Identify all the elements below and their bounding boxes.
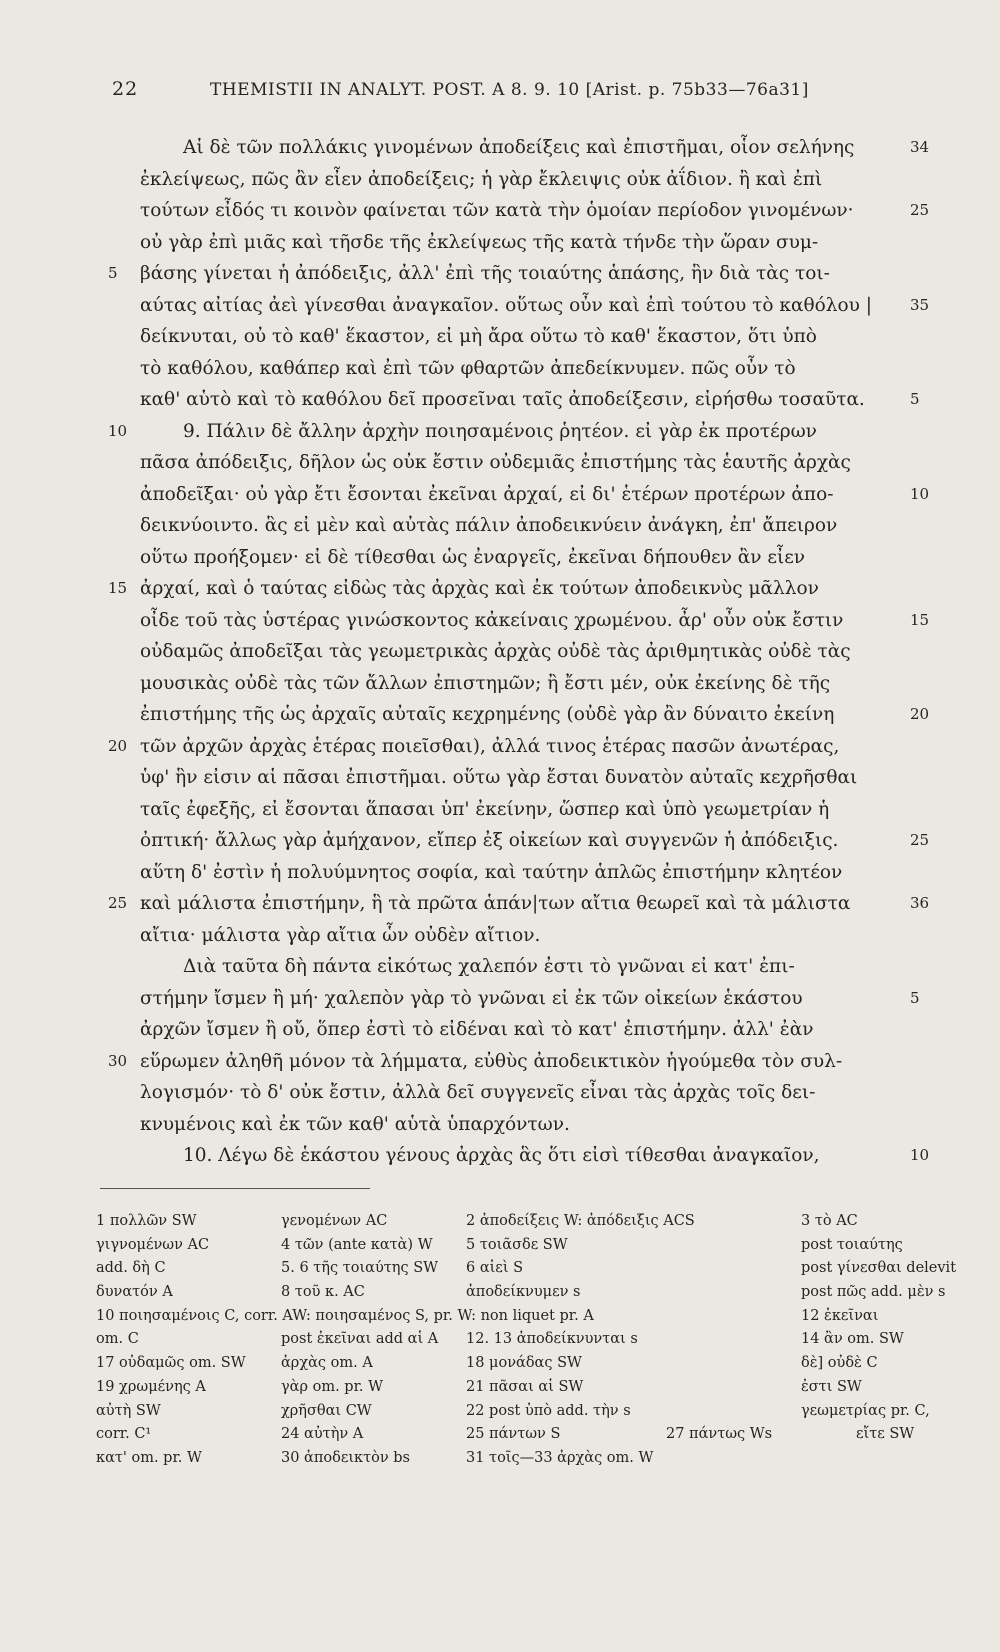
- apparatus-entry: 19 χρωμένης A: [96, 1378, 206, 1395]
- apparatus-entry: 5 τοιᾶσδε SW: [466, 1236, 568, 1253]
- running-header: [0, 78, 1000, 108]
- apparatus-line: [96, 1257, 957, 1281]
- main-text: [108, 132, 930, 1172]
- text-line: [140, 825, 930, 857]
- text-line: [140, 227, 885, 259]
- line-text: κνυμένοις καὶ ἐκ τῶν καθ' αὑτὰ ὑπαρχόντων.: [140, 1113, 570, 1135]
- apparatus-entry: δυνατόν A: [96, 1284, 173, 1301]
- margin-reference: 5: [910, 390, 920, 408]
- apparatus-line: [96, 1352, 936, 1376]
- line-text: αἴτια· μάλιστα γὰρ αἴτια ὧν οὐδὲν αἴτιον.: [140, 924, 541, 946]
- apparatus-entry: ἐστι SW: [801, 1378, 862, 1395]
- line-text: πᾶσα ἀπόδειξις, δῆλον ὡς οὐκ ἔστιν οὐδεμιᾶς ἐπιστήμης τὰς ἑαυτῆς ἀρχὰς: [140, 452, 851, 473]
- text-line: [140, 983, 920, 1015]
- apparatus-entry: γεωμετρίας pr. C,: [801, 1402, 930, 1419]
- page-number: 22: [112, 78, 139, 100]
- text-line: [140, 1014, 885, 1046]
- text-line: [140, 164, 885, 196]
- line-text: ἀποδεῖξαι· οὐ γὰρ ἔτι ἔσονται ἐκεῖναι ἀρχαί, εἰ δι' ἑτέρων προτέρων ἀπο-: [140, 483, 834, 505]
- line-text: ὑφ' ἣν εἰσιν αἱ πᾶσαι ἐπιστῆμαι. οὕτω γὰρ ἔσται δυνατὸν αὐταῖς κεχρῆσθαι: [140, 767, 858, 788]
- apparatus-entry: γιγνομένων AC: [96, 1236, 210, 1253]
- apparatus-entry: 1 πολλῶν SW: [96, 1213, 197, 1229]
- text-line: [140, 542, 885, 574]
- text-line: [140, 794, 885, 826]
- text-line: [108, 888, 930, 920]
- line-text: δεικνύοιντο. ἃς εἰ μὲν καὶ αὐτὰς πάλιν ἀποδεικνύειν ἀνάγκη, ἐπ' ἄπειρον: [140, 515, 838, 536]
- apparatus-entry: post πῶς add. μὲν s: [801, 1284, 946, 1301]
- text-line: [140, 290, 930, 322]
- text-line: [140, 195, 930, 227]
- margin-reference: 20: [910, 705, 930, 723]
- line-text: οἶδε τοῦ τὰς ὑστέρας γινώσκοντος κἀκείναις χρωμένου. ἆρ' οὖν οὐκ ἔστιν: [140, 609, 844, 631]
- margin-reference: 36: [910, 894, 930, 912]
- text-line: [140, 479, 930, 511]
- text-line: [140, 762, 885, 794]
- apparatus-line: [96, 1328, 936, 1352]
- line-text: ἀρχαί, καὶ ὁ ταύτας εἰδὼς τὰς ἀρχὰς καὶ ἐκ τούτων ἀποδεικνὺς μᾶλλον: [140, 578, 819, 599]
- line-number: 20: [108, 736, 128, 755]
- text-line: [108, 416, 885, 448]
- apparatus-entry: 22 post ὑπὸ add. τὴν s: [466, 1402, 631, 1419]
- apparatus-entry: 6 αἰεὶ S: [466, 1260, 524, 1277]
- text-line: [140, 857, 885, 889]
- line-number: 10: [108, 421, 128, 440]
- line-text: καὶ μάλιστα ἐπιστήμην, ἣ τὰ πρῶτα ἁπάν|των αἴτια θεωρεῖ καὶ τὰ μάλιστα: [140, 893, 851, 914]
- apparatus-line: [96, 1234, 936, 1258]
- line-text: καθ' αὑτὸ καὶ τὸ καθόλου δεῖ προσεῖναι ταῖς ἀποδείξεσιν, εἰρήσθω τοσαῦτα.: [140, 389, 865, 410]
- text-line: [108, 1046, 885, 1078]
- apparatus-entry: κατ' om. pr. W: [96, 1449, 202, 1466]
- line-text: αύτας αἰτίας ἀεὶ γίνεσθαι ἀναγκαῖον. οὕτως οὖν καὶ ἐπὶ τούτου τὸ καθόλου |: [140, 294, 872, 316]
- line-number: 30: [108, 1051, 128, 1070]
- line-text: Διὰ ταῦτα δὴ πάντα εἰκότως χαλεπόν ἐστι τὸ γνῶναι εἰ κατ' ἐπι-: [183, 956, 795, 977]
- line-text: αὕτη δ' ἐστὶν ἡ πολυύμνητος σοφία, καὶ ταύτην ἁπλῶς ἐπιστήμην κλητέον: [140, 861, 843, 883]
- text-line: [140, 668, 885, 700]
- line-text: ἐκλείψεως, πῶς ἂν εἶεν ἀποδείξεις; ἡ γὰρ ἔκλειψις οὐκ ἀΐδιον. ἢ καὶ ἐπὶ: [140, 168, 823, 190]
- apparatus-entry: post γίνεσθαι delevit: [801, 1260, 957, 1277]
- margin-reference: 10: [910, 484, 930, 503]
- apparatus-entry: 12 ἐκεῖναι: [801, 1307, 879, 1324]
- line-text: τῶν ἀρχῶν ἀρχὰς ἑτέρας ποιεῖσθαι), ἀλλά τινος ἑτέρας πασῶν ἀνωτέρας,: [140, 735, 840, 757]
- text-line: [140, 1077, 885, 1109]
- apparatus-entry: 21 πᾶσαι αἱ SW: [466, 1378, 584, 1395]
- critical-apparatus: [96, 1210, 957, 1471]
- line-text: τὸ καθόλου, καθάπερ καὶ ἐπὶ τῶν φθαρτῶν ἀπεδείκνυμεν. πῶς οὖν τὸ: [140, 357, 796, 379]
- text-line: [140, 510, 885, 542]
- text-line: [140, 1140, 930, 1172]
- apparatus-line: [96, 1400, 936, 1424]
- apparatus-entry: εἴτε SW: [856, 1426, 915, 1443]
- text-line: [108, 573, 885, 605]
- line-text: οὕτω προήξομεν· εἰ δὲ τίθεσθαι ὡς ἐναργεῖς, ἐκεῖναι δήπουθεν ἂν εἶεν: [140, 546, 806, 568]
- running-title: THEMISTII IN ANALYT. POST. A 8. 9. 10 [Arist. p. 75b33—76a31]: [210, 80, 809, 100]
- apparatus-entry: 24 αὐτὴν A: [281, 1426, 364, 1443]
- line-text: ἐπιστήμης τῆς ὡς ἀρχαῖς αὐταῖς κεχρημένης (οὐδὲ γὰρ ἂν δύναιτο ἐκείνη: [140, 704, 835, 725]
- apparatus-line: [96, 1447, 936, 1471]
- apparatus-entry: 27 πάντως Ws: [666, 1426, 773, 1443]
- line-text: Αἱ δὲ τῶν πολλάκις γινομένων ἀποδείξεις καὶ ἐπιστῆμαι, οἷον σελήνης: [183, 137, 855, 158]
- apparatus-entry: om. C: [96, 1331, 139, 1348]
- text-line: [140, 132, 930, 164]
- line-text: ταῖς ἐφεξῆς, εἰ ἔσονται ἅπασαι ὑπ' ἐκείνην, ὥσπερ καὶ ὑπὸ γεωμετρίαν ἡ: [140, 798, 830, 820]
- apparatus-entry: 31 τοῖς—33 ἀρχὰς om. W: [466, 1449, 654, 1466]
- margin-reference: 34: [910, 138, 930, 156]
- line-text: τούτων εἶδός τι κοινὸν φαίνεται τῶν κατὰ τὴν ὁμοίαν περίοδον γινομένων·: [140, 200, 854, 221]
- apparatus-entry: 30 ἀποδεικτὸν bs: [281, 1449, 410, 1466]
- line-text: οὐ γὰρ ἐπὶ μιᾶς καὶ τῆσδε τῆς ἐκλείψεως τῆς κατὰ τήνδε τὴν ὥραν συμ-: [140, 231, 819, 253]
- footnote-rule: [100, 1188, 370, 1189]
- apparatus-entry: αὐτὴ SW: [96, 1402, 161, 1419]
- line-text: 10. Λέγω δὲ ἑκάστου γένους ἀρχὰς ἃς ὅτι εἰσὶ τίθεσθαι ἀναγκαῖον,: [183, 1145, 820, 1166]
- apparatus-line: [96, 1210, 936, 1234]
- text-line: [140, 384, 920, 416]
- text-line: [140, 447, 885, 479]
- apparatus-entry: γὰρ om. pr. W: [281, 1378, 384, 1395]
- line-number: 25: [108, 894, 128, 912]
- apparatus-entry: post ἐκεῖναι add αἱ A: [281, 1331, 439, 1348]
- apparatus-entry: 3 τὸ AC: [801, 1213, 858, 1229]
- apparatus-entry: χρῆσθαι CW: [281, 1402, 372, 1419]
- margin-reference: 5: [910, 988, 920, 1007]
- apparatus-entry: 5. 6 τῆς τοιαύτης SW: [281, 1260, 439, 1277]
- apparatus-entry: add. δὴ C: [96, 1260, 166, 1277]
- apparatus-entry: 14 ἂν om. SW: [801, 1331, 904, 1348]
- apparatus-entry: 4 τῶν (ante κατὰ) W: [281, 1236, 433, 1253]
- text-line: [108, 258, 885, 290]
- apparatus-entry: 2 ἀποδείξεις W: ἀπόδειξις ACS: [466, 1213, 695, 1229]
- line-text: μουσικὰς οὐδὲ τὰς τῶν ἄλλων ἐπιστημῶν; ἢ ἔστι μέν, οὐκ ἐκείνης δὲ τῆς: [140, 672, 831, 694]
- margin-reference: 10: [910, 1146, 930, 1164]
- line-text: ὀπτική· ἄλλως γὰρ ἀμήχανον, εἴπερ ἐξ οἰκείων καὶ συγγενῶν ἡ ἀπόδειξις.: [140, 830, 839, 851]
- text-line: [140, 1109, 885, 1141]
- line-text: 9. Πάλιν δὲ ἄλλην ἀρχὴν ποιησαμένοις ῥητέον. εἰ γὰρ ἐκ προτέρων: [183, 420, 817, 442]
- apparatus-entry: corr. C¹: [96, 1426, 152, 1443]
- apparatus-entry: 10 ποιησαμένοις C, corr. AW: ποιησαμένος S, pr. W: non liquet pr. A: [96, 1307, 594, 1324]
- text-line: [140, 353, 885, 385]
- apparatus-line: [96, 1423, 936, 1447]
- line-number: 5: [108, 264, 118, 282]
- apparatus-entry: 17 οὐδαμῶς om. SW: [96, 1355, 246, 1372]
- text-line: [140, 321, 885, 353]
- line-text: λογισμόν· τὸ δ' οὐκ ἔστιν, ἀλλὰ δεῖ συγγενεῖς εἶναι τὰς ἀρχὰς τοῖς δει-: [140, 1082, 816, 1103]
- apparatus-entry: 18 μονάδας SW: [466, 1355, 582, 1372]
- line-text: ἀρχῶν ἴσμεν ἢ οὔ, ὅπερ ἐστὶ τὸ εἰδέναι καὶ τὸ κατ' ἐπιστήμην. ἀλλ' ἐὰν: [140, 1019, 814, 1040]
- apparatus-line: [96, 1376, 936, 1400]
- line-text: δείκνυται, οὐ τὸ καθ' ἕκαστον, εἰ μὴ ἄρα οὕτω τὸ καθ' ἕκαστον, ὅτι ὑπὸ: [140, 326, 817, 347]
- apparatus-entry: γενομένων AC: [281, 1213, 388, 1229]
- line-number: 15: [108, 579, 128, 597]
- apparatus-entry: ἀρχὰς om. A: [281, 1355, 373, 1372]
- text-line: [140, 699, 930, 731]
- margin-reference: 15: [910, 610, 930, 629]
- line-text: εὕρωμεν ἀληθῆ μόνον τὰ λήμματα, εὐθὺς ἀποδεικτικὸν ἡγούμεθα τὸν συλ-: [140, 1050, 843, 1072]
- apparatus-entry: post τοιαύτης: [801, 1236, 903, 1253]
- text-line: [140, 951, 885, 983]
- margin-reference: 25: [910, 831, 930, 849]
- text-line: [140, 920, 885, 952]
- apparatus-entry: ἀποδείκνυμεν s: [466, 1284, 581, 1301]
- line-text: οὐδαμῶς ἀποδεῖξαι τὰς γεωμετρικὰς ἀρχὰς οὐδὲ τὰς ἀριθμητικὰς οὐδὲ τὰς: [140, 641, 851, 662]
- apparatus-line: [96, 1305, 936, 1329]
- apparatus-line: [96, 1281, 946, 1305]
- text-line: [108, 731, 885, 763]
- line-text: στήμην ἴσμεν ἢ μή· χαλεπὸν γὰρ τὸ γνῶναι εἰ ἐκ τῶν οἰκείων ἑκάστου: [140, 987, 803, 1009]
- margin-reference: 35: [910, 295, 930, 314]
- text-line: [140, 636, 885, 668]
- apparatus-entry: 8 τοῦ κ. AC: [281, 1284, 365, 1301]
- apparatus-entry: 12. 13 ἀποδείκνυνται s: [466, 1331, 638, 1348]
- apparatus-entry: 25 πάντων S: [466, 1426, 561, 1443]
- line-text: βάσης γίνεται ἡ ἀπόδειξις, ἀλλ' ἐπὶ τῆς τοιαύτης ἁπάσης, ἣν διὰ τὰς τοι-: [140, 263, 830, 284]
- text-line: [140, 605, 930, 637]
- apparatus-entry: δὲ] οὐδὲ C: [801, 1355, 878, 1372]
- margin-reference: 25: [910, 201, 930, 219]
